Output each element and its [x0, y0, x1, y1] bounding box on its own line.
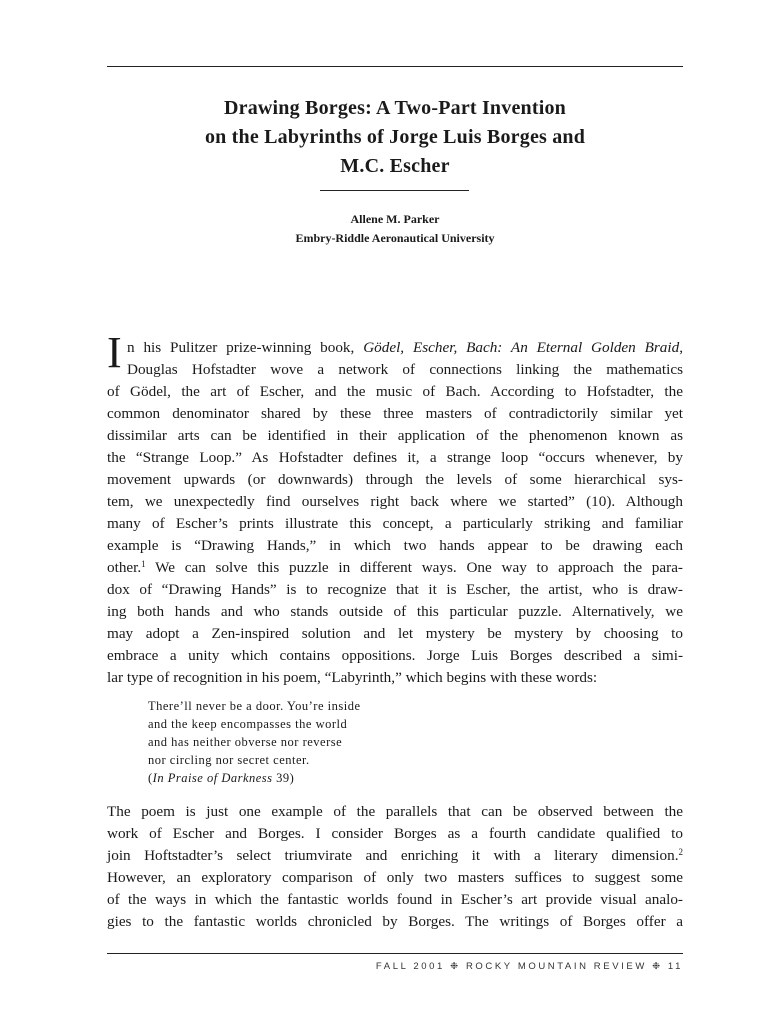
- poem-line: There’ll never be a door. You’re inside: [148, 699, 361, 713]
- poem-quote: [148, 697, 361, 787]
- body-line: of Gödel, the art of Escher, and the music of Bach. According to Hofstadter, the: [107, 383, 683, 400]
- drop-cap: I: [107, 328, 122, 377]
- line-text: n his Pulitzer prize-winning book,: [127, 339, 364, 356]
- byline: [107, 210, 683, 248]
- line-text: ,: [679, 339, 684, 356]
- footnote-marker[interactable]: 1: [141, 559, 146, 569]
- body-line: example is “Drawing Hands,” in which two hands appear to be drawing each: [107, 537, 683, 554]
- line-text: other.: [107, 559, 142, 576]
- body-line: common denominator shared by these three masters of contradictorily similar yet: [107, 405, 683, 422]
- poem-line: nor circling nor secret center.: [148, 753, 310, 767]
- paragraph-1: [107, 337, 683, 689]
- author-name: Allene M. Parker: [350, 212, 440, 226]
- body-line: movement upwards (or downwards) through the levels of some hierarchical sys-: [107, 471, 683, 488]
- body-line: tem, we unexpectedly find ourselves right back where we started” (10). Although: [107, 493, 683, 510]
- line-text: join Hoftstadter’s select triumvirate and enriching it with a literary dimension.: [107, 847, 679, 864]
- body-line: ing both hands and who stands outside of this particular puzzle. Alternatively, we: [107, 603, 683, 620]
- body-line: embrace a unity which contains oppositions. Jorge Luis Borges described a simi-: [107, 647, 683, 664]
- body-line: of the ways in which the fantastic worlds found in Escher’s art provide visual analo-: [107, 891, 683, 908]
- body-line: Douglas Hofstadter wove a network of connections linking the mathematics: [127, 361, 683, 378]
- body-line: The poem is just one example of the parallels that can be observed between the: [107, 803, 683, 820]
- body-line: dissimilar arts can be identified in their application of the phenomenon known as: [107, 427, 683, 444]
- title-line: M.C. Escher: [340, 155, 450, 177]
- poem-line: and the keep encompasses the world: [148, 717, 348, 731]
- author-affiliation: Embry-Riddle Aeronautical University: [295, 231, 495, 245]
- body-line: dox of “Drawing Hands” is to recognize that it is Escher, the artist, who is draw-: [107, 581, 683, 598]
- body-line: work of Escher and Borges. I consider Borges as a fourth candidate qualified to: [107, 825, 683, 842]
- poem-citation: (In Praise of Darkness 39): [148, 771, 295, 785]
- citation-title: In Praise of Darkness: [152, 771, 273, 785]
- body-line: [107, 845, 683, 867]
- body-line: However, an exploratory comparison of only two masters suffices to suggest some: [107, 869, 683, 886]
- body-line: lar type of recognition in his poem, “Labyrinth,” which begins with these words:: [107, 669, 598, 686]
- body-line: gies to the fantastic worlds chronicled by Borges. The writings of Borges offer a: [107, 913, 683, 930]
- top-rule: [107, 66, 683, 67]
- bottom-rule: [107, 953, 683, 954]
- title-underline: [320, 190, 469, 191]
- page-footer: FALL 2001 ❉ ROCKY MOUNTAIN REVIEW ❉ 11: [375, 961, 683, 972]
- poem-line: and has neither obverse nor reverse: [148, 735, 343, 749]
- title-line: on the Labyrinths of Jorge Luis Borges and: [204, 126, 586, 148]
- title-line: Drawing Borges: A Two-Part Invention: [223, 97, 566, 119]
- line-text: We can solve this puzzle in different ways. One way to approach the para-: [145, 559, 683, 576]
- footnote-marker[interactable]: 2: [678, 847, 683, 857]
- body-line: [107, 337, 683, 359]
- paragraph-2: [107, 801, 683, 933]
- body-line: the “Strange Loop.” As Hofstadter defines it, a strange loop “occurs whenever, by: [107, 449, 683, 466]
- body-line: [107, 557, 683, 579]
- book-title: Gödel, Escher, Bach: An Eternal Golden Braid: [363, 339, 680, 356]
- body-line: may adopt a Zen-inspired solution and let mystery be mystery by choosing to: [107, 625, 683, 642]
- body-line: many of Escher’s prints illustrate this concept, a particularly striking and familiar: [107, 515, 683, 532]
- article-title: [107, 94, 683, 181]
